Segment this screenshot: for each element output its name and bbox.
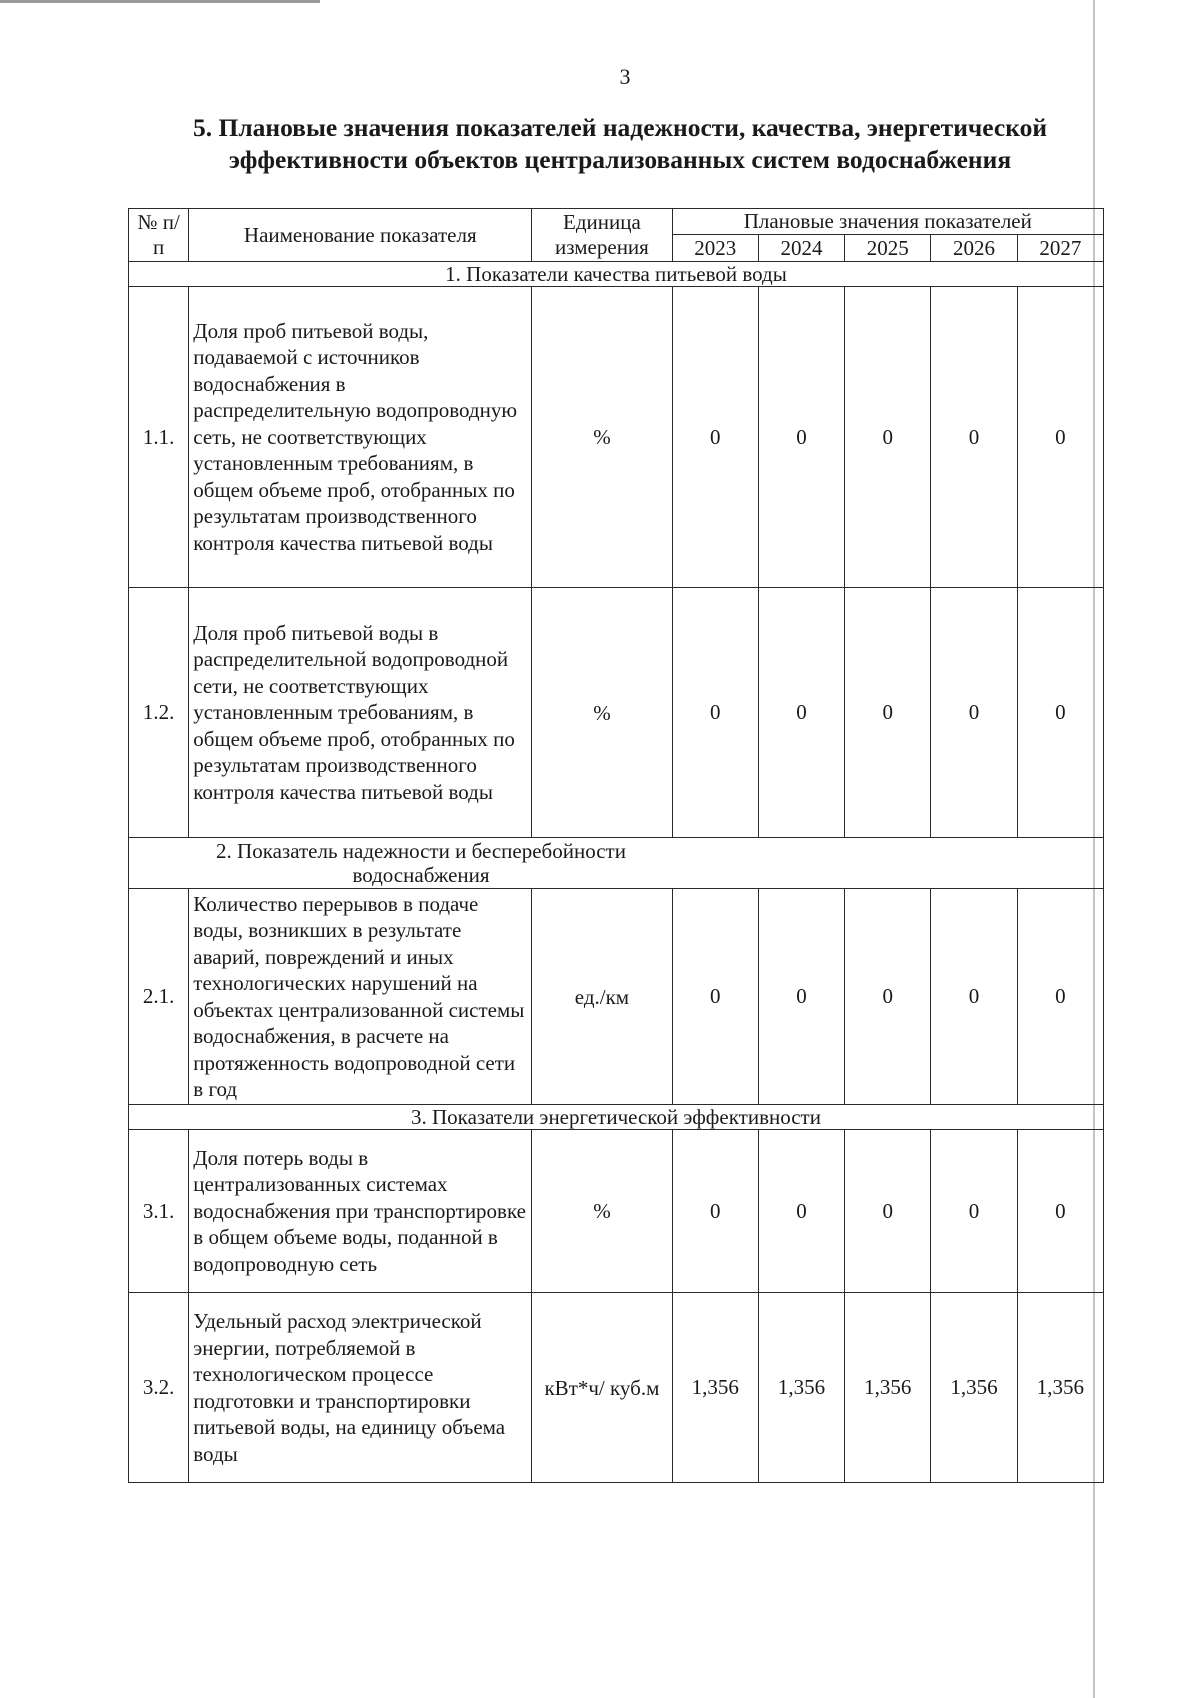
row-number: 1.1.: [129, 287, 189, 588]
value-cell: 0: [931, 287, 1017, 588]
table-row: [129, 588, 1104, 838]
value-cell: 0: [672, 1130, 758, 1293]
table-row: [129, 889, 1104, 1105]
value-cell: 0: [1017, 287, 1103, 588]
value-cell: 0: [845, 588, 931, 838]
header-year: 2027: [1017, 235, 1103, 262]
row-number: 1.2.: [129, 588, 189, 838]
value-cell: 0: [758, 287, 844, 588]
scan-edge-mark: [0, 0, 320, 3]
value-cell: 1,356: [931, 1293, 1017, 1483]
value-cell: 0: [1017, 889, 1103, 1105]
unit-cell: %: [532, 287, 672, 588]
indicator-name: Удельный расход электрической энергии, потребляемой в технологическом процессе подготовки и транспортировки питьевой воды, на единицу объема воды: [189, 1293, 532, 1483]
header-name: Наименование показателя: [189, 209, 532, 262]
value-cell: 0: [931, 889, 1017, 1105]
value-cell: 1,356: [1017, 1293, 1103, 1483]
section-row: [129, 838, 1104, 889]
value-cell: 0: [758, 1130, 844, 1293]
unit-cell: ед./км: [532, 889, 672, 1105]
unit-cell: %: [532, 1130, 672, 1293]
value-cell: 0: [672, 287, 758, 588]
unit-cell: кВт*ч/ куб.м: [532, 1293, 672, 1483]
document-title: [140, 112, 1100, 176]
table-row: [129, 1293, 1104, 1483]
value-cell: 1,356: [845, 1293, 931, 1483]
value-cell: 1,356: [758, 1293, 844, 1483]
value-cell: 0: [758, 588, 844, 838]
row-number: 2.1.: [129, 889, 189, 1105]
unit-cell: %: [532, 588, 672, 838]
value-cell: 0: [1017, 1130, 1103, 1293]
header-unit: Единица измерения: [532, 209, 672, 262]
value-cell: 1,356: [672, 1293, 758, 1483]
header-year: 2023: [672, 235, 758, 262]
value-cell: 0: [672, 889, 758, 1105]
header-year: 2026: [931, 235, 1017, 262]
document-title-line-2: эффективности объектов централизованных систем водоснабжения: [228, 145, 1012, 174]
indicator-name: Доля потерь воды в централизованных системах водоснабжения при транспортировке в общем объеме воды, поданной в водопроводную сеть: [189, 1130, 532, 1293]
value-cell: 0: [845, 889, 931, 1105]
document-title-line-1: 5. Плановые значения показателей надежности, качества, энергетической: [192, 113, 1048, 142]
section-row: [129, 1105, 1104, 1130]
indicators-table: [128, 208, 1104, 1483]
value-cell: 0: [845, 287, 931, 588]
table-row: [129, 1130, 1104, 1293]
value-cell: 0: [845, 1130, 931, 1293]
table-row: [129, 287, 1104, 588]
value-cell: 0: [672, 588, 758, 838]
page-number: 3: [619, 64, 631, 89]
indicator-name: Доля проб питьевой воды, подаваемой с источников водоснабжения в распределительную водопроводную сеть, не соответствующих установленным требованиям, в общем объеме проб, отобранных по результатам производственного контроля качества питьевой воды: [189, 287, 532, 588]
value-cell: 0: [758, 889, 844, 1105]
indicator-name: Количество перерывов в подаче воды, возникших в результате аварий, повреждений и иных технологических нарушений на объектах централизованной системы водоснабжения, в расчете на протяженность водопроводной сети в год: [189, 889, 532, 1105]
row-number: 3.1.: [129, 1130, 189, 1293]
row-number: 3.2.: [129, 1293, 189, 1483]
value-cell: 0: [1017, 588, 1103, 838]
section-title: 1. Показатели качества питьевой воды: [129, 262, 1104, 287]
header-num: № п/п: [129, 209, 189, 262]
header-year: 2025: [845, 235, 931, 262]
indicator-name: Доля проб питьевой воды в распределительной водопроводной сети, не соответствующих установленным требованиям, в общем объеме проб, отобранных по результатам производственного контроля качества питьевой воды: [189, 588, 532, 838]
section-row: [129, 262, 1104, 287]
header-year: 2024: [758, 235, 844, 262]
header-planned-values: Плановые значения показателей: [672, 209, 1103, 235]
value-cell: 0: [931, 1130, 1017, 1293]
section-title: 2. Показатель надежности и бесперебойности водоснабжения: [129, 838, 1104, 889]
value-cell: 0: [931, 588, 1017, 838]
section-title: 3. Показатели энергетической эффективности: [129, 1105, 1104, 1130]
